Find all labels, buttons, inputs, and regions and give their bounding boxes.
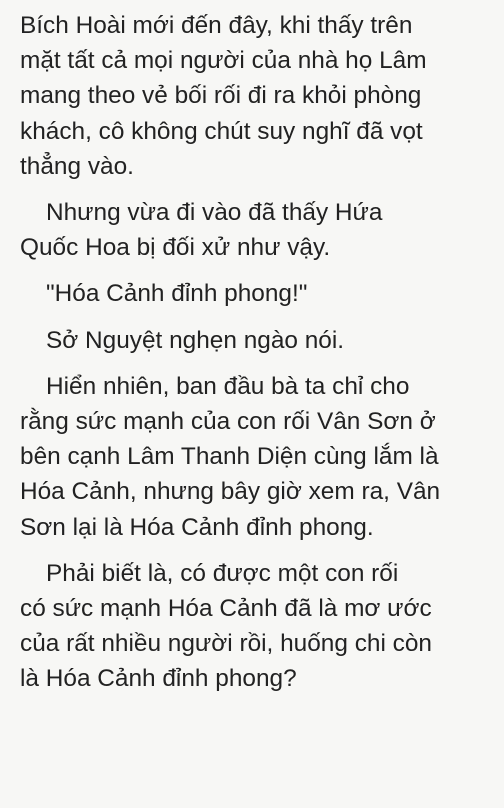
text-line: Quốc Hoa bị đối xử như vậy. xyxy=(20,234,331,262)
text-line: Sơn lại là Hóa Cảnh đỉnh phong. xyxy=(20,513,374,541)
text-line: khách, cô không chút suy nghĩ đã vọt xyxy=(20,117,423,145)
text-line: có sức mạnh Hóa Cảnh đã là mơ ước xyxy=(20,595,432,623)
text-line: Hiển nhiên, ban đầu bà ta chỉ cho xyxy=(46,372,410,400)
text-line: mang theo vẻ bối rối đi ra khỏi phòng xyxy=(20,82,422,110)
text-line: Nhưng vừa đi vào đã thấy Hứa xyxy=(46,199,383,227)
text-line: Sở Nguyệt nghẹn ngào nói. xyxy=(46,326,345,354)
text-line: là Hóa Cảnh đỉnh phong? xyxy=(20,665,297,693)
text-line: Hóa Cảnh, nhưng bây giờ xem ra, Vân xyxy=(20,478,441,506)
text-line: "Hóa Cảnh đỉnh phong!" xyxy=(46,280,308,308)
paragraph-4 xyxy=(20,323,494,358)
text-line: Phải biết là, có được một con rối xyxy=(46,559,399,587)
paragraph-5 xyxy=(20,369,494,545)
text-line: thẳng vào. xyxy=(20,152,134,180)
text-line: Bích Hoài mới đến đây, khi thấy trên xyxy=(20,12,413,39)
paragraph-1 xyxy=(20,8,494,184)
text-line: rằng sức mạnh của con rối Vân Sơn ở xyxy=(20,408,436,436)
paragraph-6 xyxy=(20,556,494,697)
text-line: mặt tất cả mọi người của nhà họ Lâm xyxy=(20,47,427,75)
paragraph-3 xyxy=(20,276,494,311)
text-line: của rất nhiều người rồi, huống chi còn xyxy=(20,630,432,658)
text-line: bên cạnh Lâm Thanh Diện cùng lắm là xyxy=(20,443,439,471)
paragraph-2 xyxy=(20,195,494,265)
reader-content xyxy=(20,8,494,697)
